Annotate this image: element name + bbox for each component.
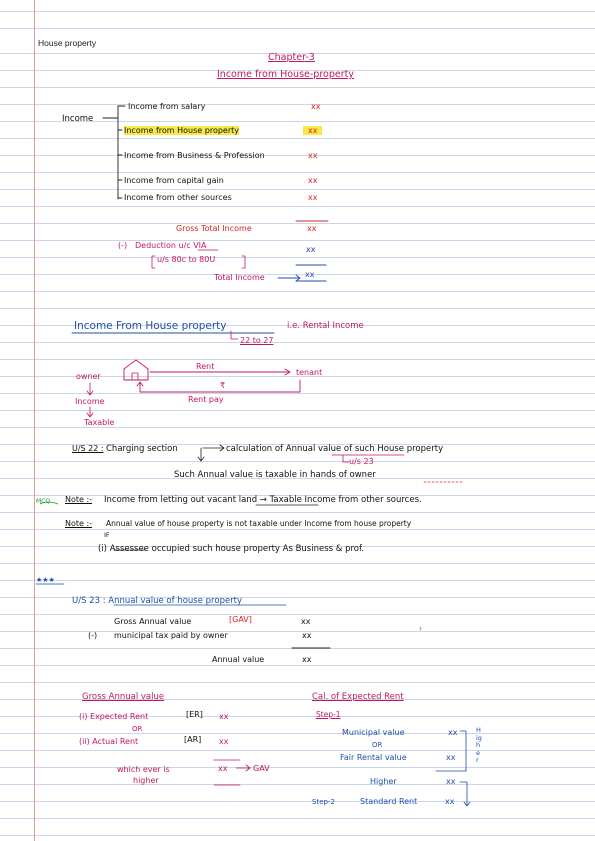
owner-label: owner: [76, 372, 101, 381]
rent-label: Rent: [196, 362, 215, 371]
expected-title: Cal. of Expected Rent: [312, 692, 404, 702]
standard-rent: Standard Rent: [360, 797, 418, 806]
municipal-tax: municipal tax paid by owner: [114, 631, 228, 640]
sketch-taxable: Taxable: [84, 418, 115, 427]
head-house-property: Income from House property: [124, 126, 239, 135]
chapter-title: Chapter-3: [268, 52, 315, 63]
municipal-value: Municipal value: [342, 728, 405, 737]
s22-line2: Such Annual value is taxable in hands of owner: [174, 470, 376, 480]
s22-calc: calculation of Annual value of such House property: [226, 444, 444, 454]
hp-ie: i.e. Rental Income: [287, 321, 364, 331]
head-capital-gain: Income from capital gain: [124, 176, 224, 185]
er-label: (i) Expected Rent: [79, 712, 149, 721]
total-income-val: xx: [305, 270, 315, 279]
municipal-value-val: xx: [448, 728, 458, 737]
rent-pay-label: Rent pay: [188, 395, 224, 404]
head-capital-gain-val: xx: [308, 176, 318, 185]
annual-value: Annual value: [212, 655, 265, 664]
head-house-property-val: xx: [303, 126, 322, 135]
note1-label: Note :-: [65, 495, 93, 504]
note1-text: Income from letting out vacant land → Taxable Income from other sources.: [104, 495, 422, 505]
tenant-label: tenant: [296, 368, 323, 377]
head-business-val: xx: [308, 151, 318, 160]
er-val: xx: [219, 712, 229, 721]
hp-title: Income From House property: [74, 320, 227, 332]
sketch-income: Income: [75, 397, 105, 406]
deduction-minus: (-): [118, 241, 128, 250]
higher-vertical-label: Higher: [476, 726, 482, 764]
step2-label: Step-2: [312, 798, 335, 806]
s22-us23: u/s 23: [349, 457, 374, 466]
fair-rental-val: xx: [446, 753, 456, 762]
page-mark: ?: [419, 627, 422, 633]
income-label: Income: [62, 114, 94, 124]
ar-val: xx: [219, 737, 229, 746]
page-header: House property: [38, 38, 97, 48]
note2-if: IF: [104, 531, 110, 539]
ar-label: (ii) Actual Rent: [79, 737, 139, 746]
gav-box-title: Gross Annual value: [82, 692, 165, 702]
step1-label: Step-1: [316, 710, 341, 719]
deduction-val: xx: [306, 245, 316, 254]
ar-tag: [AR]: [184, 735, 202, 744]
gav-result: GAV: [253, 764, 270, 773]
total-income: Total Income: [214, 273, 265, 282]
step1-higher: Higher: [370, 777, 397, 786]
hp-sections: 22 to 27: [240, 336, 274, 345]
fair-rental-value: Fair Rental value: [340, 753, 407, 762]
standard-rent-val: xx: [445, 797, 455, 806]
deduction-range: u/s 80c to 80U: [157, 255, 216, 264]
gti-val: xx: [307, 224, 317, 233]
municipal-minus: (-): [88, 631, 98, 640]
s22-label: U/S 22 :: [72, 444, 104, 453]
mcq-tag: MCQ: [36, 498, 51, 505]
note2-text: Annual value of house property is not taxable under Income from house property: [106, 519, 412, 528]
municipal-val: xx: [302, 631, 312, 640]
head-salary-val: xx: [311, 102, 321, 111]
expected-or: OR: [372, 741, 383, 749]
rupee-symbol: ₹: [220, 381, 226, 390]
whichever-label: which ever is: [117, 765, 170, 774]
note2-item: (i) Assessee occupied such house property As Business & prof.: [98, 544, 365, 554]
topic-title: Income from House-property: [217, 69, 354, 80]
higher-label: higher: [133, 776, 159, 785]
gross-total-income: Gross Total Income: [176, 224, 252, 233]
gav-val: xx: [301, 617, 311, 626]
head-other-sources: Income from other sources: [124, 193, 232, 202]
note2-label: Note :-: [65, 519, 93, 528]
step1-higher-val: xx: [446, 777, 456, 786]
deduction-label: Deduction u/c VIA: [135, 241, 207, 250]
s23-heading: U/S 23 : Annual value of house property: [72, 596, 243, 606]
gav-label: Gross Annual value: [114, 617, 192, 626]
gav-tag: [GAV]: [229, 615, 252, 624]
important-stars: ★★★: [36, 576, 55, 584]
head-salary: Income from salary: [128, 102, 206, 111]
er-tag: [ER]: [186, 710, 203, 719]
charging-section: Charging section: [106, 444, 178, 454]
gav-or: OR: [132, 725, 143, 733]
head-other-sources-val: xx: [308, 193, 318, 202]
annual-value-val: xx: [302, 655, 312, 664]
gav-result-val: xx: [218, 764, 228, 773]
head-business: Income from Business & Profession: [124, 151, 265, 160]
